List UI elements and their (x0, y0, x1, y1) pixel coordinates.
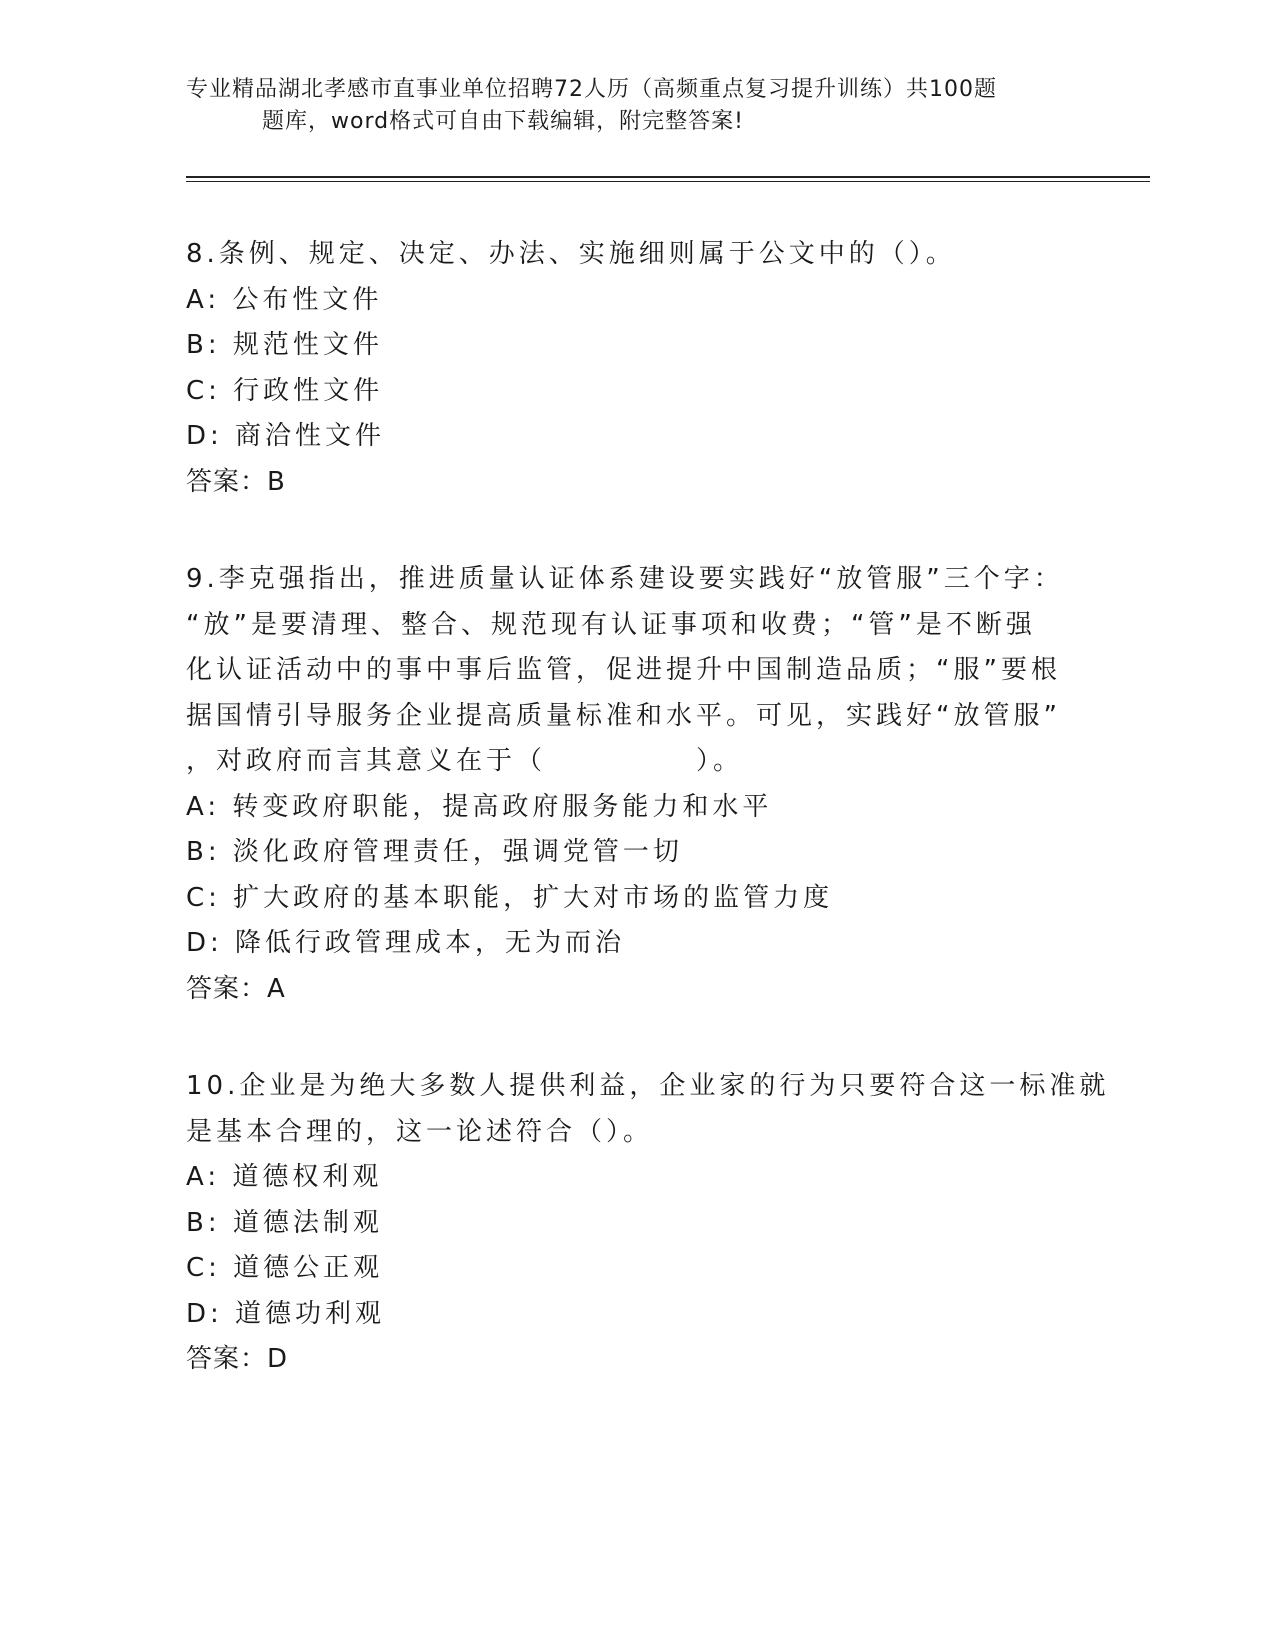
question-stem-line: 化认证活动中的事中事后监管，促进提升中国制造品质；“服”要根 (186, 655, 1061, 685)
option-d: D: 降低行政管理成本，无为而治 (186, 928, 626, 958)
header-title-line-2: 题库，word格式可自由下载编辑，附完整答案! (262, 109, 744, 134)
header-title-line-1: 专业精品湖北孝感市直事业单位招聘72人历（高频重点复习提升训练）共100题 (186, 77, 997, 102)
question-9 (186, 557, 1086, 1012)
question-10 (186, 1064, 1110, 1383)
answer-label: 答案：A (186, 973, 286, 1004)
question-list (186, 232, 1110, 1435)
answer-label: 答案：D (186, 1344, 289, 1374)
option-c: C: 扩大政府的基本职能，扩大对市场的监管力度 (186, 882, 834, 913)
option-c: C: 道德公正观 (186, 1253, 384, 1283)
question-stem-line: 10.企业是为绝大多数人提供利益，企业家的行为只要符合这一标准就 (186, 1071, 1110, 1101)
option-b: B: 淡化政府管理责任，强调党管一切 (186, 837, 683, 867)
question-stem-line: ，对政府而言其意义在于（ ）。 (186, 746, 744, 776)
option-b: B: 道德法制观 (186, 1207, 383, 1238)
question-8 (186, 232, 1086, 505)
option-a: A: 转变政府职能，提高政府服务能力和水平 (186, 791, 773, 822)
answer-label: 答案：B (186, 466, 286, 497)
option-d: D: 道德功利观 (186, 1298, 386, 1329)
option-a: A: 公布性文件 (186, 284, 383, 315)
question-stem-line: 9.李克强指出，推进质量认证体系建设要实践好“放管服”三个字： (186, 564, 1064, 594)
question-stem-line: “放”是要清理、整合、规范现有认证事项和收费；“管”是不断强 (186, 609, 1036, 640)
question-stem-line: 据国情引导服务企业提高质量标准和水平。可见，实践好“放管服” (186, 700, 1061, 731)
option-c: C: 行政性文件 (186, 375, 384, 406)
option-d: D: 商洽性文件 (186, 421, 386, 451)
header-divider-thin (186, 181, 1150, 182)
document-header (186, 74, 1086, 138)
option-a: A: 道德权利观 (186, 1162, 383, 1192)
question-stem-line: 是基本合理的，这一论述符合（）。 (186, 1116, 654, 1147)
header-divider-thick (186, 176, 1150, 178)
question-stem-line: 8.条例、规定、决定、办法、实施细则属于公文中的（）。 (186, 239, 956, 269)
option-b: B: 规范性文件 (186, 330, 383, 360)
